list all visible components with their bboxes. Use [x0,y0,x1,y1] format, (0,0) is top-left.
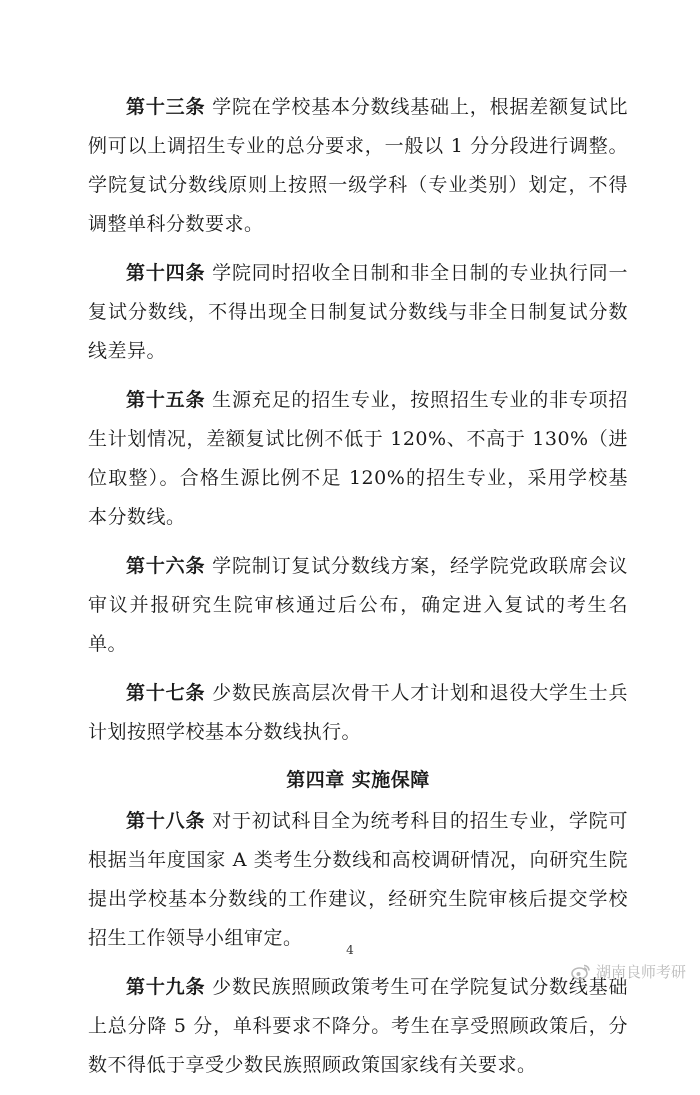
watermark-text: 湖南良师考研 [595,963,686,981]
article-number: 第十七条 [126,682,206,704]
article-text: 少数民族高层次骨干人才计划和退役大学生士兵计划按照学校基本分数线执行。 [88,682,628,743]
article-17 [88,674,628,752]
page-number: 4 [346,943,354,957]
article-18 [88,802,628,958]
watermark [571,961,686,982]
article-number: 第十三条 [126,96,206,118]
chapter-title: 第四章 实施保障 [286,769,430,791]
article-text: 生源充足的招生专业，按照招生专业的非专项招生计划情况，差额复试比例不低于 120%、不高于 130%（进位取整）。合格生源比例不足 120%的招生专业，采用学校基本分数线。 [88,389,628,528]
article-number: 第十六条 [126,555,206,577]
article-number: 第十九条 [126,976,206,998]
article-16 [88,547,628,664]
article-13 [88,88,628,244]
article-number: 第十五条 [126,389,206,411]
article-number: 第十八条 [126,810,206,832]
article-14 [88,254,628,371]
article-text: 学院同时招收全日制和非全日制的专业执行同一复试分数线，不得出现全日制复试分数线与非全日制复试分数线差异。 [88,262,628,362]
weibo-icon [571,963,591,980]
article-text: 对于初试科目全为统考科目的招生专业，学院可根据当年度国家 A 类考生分数线和高校调研情况，向研究生院提出学校基本分数线的工作建议，经研究生院审核后提交学校招生工作领导小组审定。 [88,810,628,949]
article-19 [88,968,628,1085]
article-number: 第十四条 [126,262,206,284]
article-text: 少数民族照顾政策考生可在学院复试分数线基础上总分降 5 分，单科要求不降分。考生在享受照顾政策后，分数不得低于享受少数民族照顾政策国家线有关要求。 [88,976,628,1076]
article-text: 学院在学校基本分数线基础上，根据差额复试比例可以上调招生专业的总分要求，一般以 1 分分段进行调整。学院复试分数线原则上按照一级学科（专业类别）划定，不得调整单科分数要求。 [88,96,628,235]
article-15 [88,381,628,537]
article-text: 学院制订复试分数线方案，经学院党政联席会议审议并报研究生院审核通过后公布，确定进入复试的考生名单。 [88,555,628,655]
